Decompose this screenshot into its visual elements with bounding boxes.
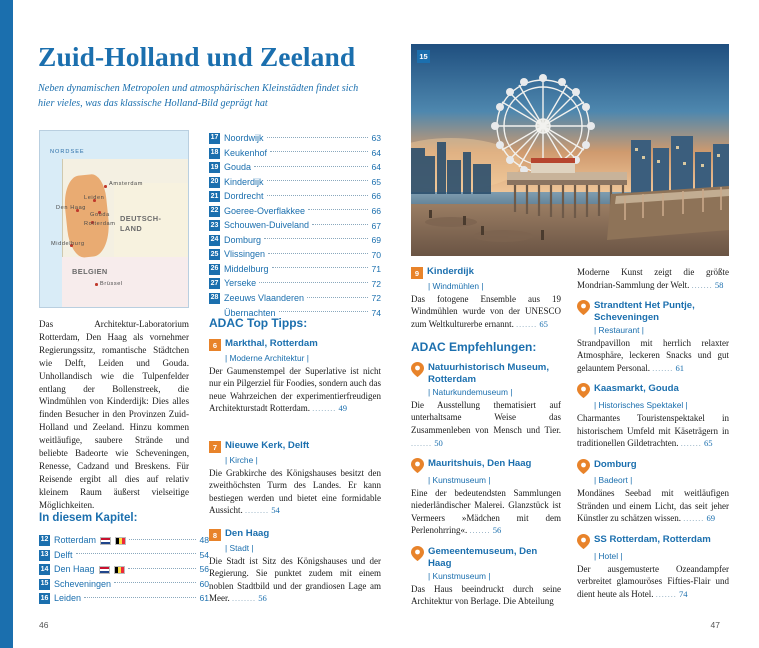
recommendation-entry[interactable] [577,266,729,291]
recommendations-heading: ADAC Empfehlungen: [411,340,537,355]
toc-item-label: Gouda [224,162,252,173]
recommendation-entry[interactable] [577,534,729,600]
toc-item[interactable] [209,161,381,174]
map-dot-amsterdam [104,185,107,188]
toc-item-number: 24 [209,235,220,246]
toc-item-page: 67 [371,220,381,231]
map-city-denhaag: Den Haag [56,205,86,211]
entry-body: Das fotogene Ensemble aus 19 Windmühlen wurde von der UNESCO zum Weltkulturerbe ernannt. ....... 65 [411,293,561,329]
top-tip-page: 56 [258,593,267,604]
toc-item-label: Dordrecht [224,191,264,202]
entry-header [577,459,729,474]
entry-page: 65 [703,438,713,449]
top-tip-title: Markthal, Rotterdam [225,338,318,349]
leader-dots [308,209,368,210]
toc-item-label: Schouwen-Duiveland [224,220,310,231]
toc-item[interactable] [209,190,381,203]
chapter-item-label: Delft [54,549,73,560]
entry-title: Kaasmarkt, Gouda [594,383,679,395]
entry-header [577,383,729,398]
chapter-item-label: Rotterdam [54,535,97,545]
top-tip-title: Den Haag [225,528,270,539]
map-dot-bruessel [95,283,98,286]
toc-item-number: 27 [209,278,220,289]
leader-dots [267,137,369,138]
toc-item[interactable] [209,263,381,276]
entry-body: Eine der bedeutendsten Sammlungen niederländischer Malerei. Glanzstück ist Vermeers »Mädchen mit dem Perlenohrring«. ....... 56 [411,487,561,536]
top-tip-title: Nieuwe Kerk, Delft [225,440,310,451]
leader-dots [84,597,196,598]
toc-item-page: 66 [371,191,381,202]
chapter-item-page: 56 [199,564,209,575]
toc-item[interactable] [209,176,381,189]
toc-item[interactable] [209,277,381,290]
chapter-item-label: Den Haag [54,564,95,575]
map-city-gouda: Gouda [90,212,110,218]
toc-item-number: 17 [209,133,220,144]
entry-title: Kinderdijk [427,266,474,277]
leader-dots [264,238,368,239]
hero-photo [411,44,729,256]
left-page-number: 46 [39,620,49,630]
toc-list [209,132,381,321]
top-tip-number: 8 [209,529,221,541]
toc-item[interactable] [209,248,381,261]
toc-item-label: Übernachten [224,307,276,318]
top-tip-entry[interactable] [209,528,381,605]
toc-item-page: 72 [371,293,381,304]
top-tip-page: 49 [338,403,348,414]
page-subtitle: Neben dynamischen Metropolen und atmosphärischen Kleinstädten findet sich hier vieles, was das klassische Holland-Bild geprägt hat [38,83,359,109]
toc-item-number: 18 [209,148,220,159]
map-pin-icon-wrap [577,534,590,549]
map-pin-icon [577,534,590,549]
toc-item-number: 23 [209,220,220,231]
entry-body: Mondänes Seebad mit weitläufigen Stränden und einem Licht, das seit jeher Künstler zu schätzen wissen. ....... 69 [577,488,729,524]
map-pin-icon [577,383,590,398]
region-map [39,130,189,308]
toc-item-label: Zeeuws Vlaanderen [224,293,305,304]
entry-category: | Badeort | [594,475,633,486]
toc-item[interactable] [209,205,381,218]
toc-item-number: 25 [209,249,220,260]
toc-item-page: 64 [371,147,381,158]
chapter-item-page: 54 [199,549,209,560]
page-title: Zuid-Holland und Zeeland [38,41,356,72]
toc-item-label: Keukenhof [224,147,268,158]
map-pin-icon-wrap [577,300,590,315]
flag-be-icon [115,537,126,545]
toc-item[interactable] [209,132,381,145]
entry-category: | Kunstmuseum | [428,474,491,485]
leader-dots [268,253,368,254]
entry-category: | Naturkundemuseum | [428,386,513,397]
chapter-item-page: 60 [199,578,209,589]
top-tip-category: | Moderne Architektur | [225,352,309,363]
map-pin-icon [411,362,424,377]
leader-dots [76,553,197,554]
chapter-list [39,534,209,607]
top-tip-category: | Stadt | [225,542,254,553]
toc-item-page: 64 [371,162,381,173]
entry-page: 50 [434,437,443,448]
leader-dots [114,582,196,583]
top-tip-entry[interactable] [209,440,381,517]
chapter-item-number: 14 [39,564,50,575]
toc-item-page: 70 [371,249,381,260]
map-pin-icon [411,546,424,561]
toc-item-page: 63 [371,133,381,144]
entry-body: Die Ausstellung thematisiert auf unterhaltsame Weise das Zusammenleben von Mensch und Tier. ....... 50 [411,399,561,448]
entry-page: 56 [492,525,502,536]
toc-item-page: 65 [371,176,381,187]
left-edge-bar [0,0,13,648]
toc-item-number: 21 [209,191,220,202]
entry-body: Charmantes Touristenspektakel in historischem Umfeld mit Käseträgern in traditionellen Gildetrachten. ....... 65 [577,412,729,449]
leader-dots [307,297,368,298]
map-city-amsterdam: Amsterdam [109,181,143,187]
top-tip-category: | Kirche | [225,454,258,465]
top-tip-body: Der Gaumenstempel der Superlative ist nicht nur ein Pilgerziel für Foodies, sondern auch das neue Wahrzeichen der experimentierfreudigen Architekturstadt Rotterdam. ........ 49 [209,365,381,414]
toc-item-label: Domburg [224,234,262,245]
top-tip-number: 6 [209,339,221,351]
map-pin-icon-wrap [577,383,590,398]
toc-item-number: 19 [209,162,220,173]
entry-body: Der ausgemusterte Ozeandampfer verbreitet glamouröses Fifties-Flair und dient heute als Hotel. ....... 74 [577,563,729,599]
chapter-item[interactable] [39,578,209,591]
right-page [379,0,746,648]
toc-item[interactable] [209,234,381,247]
top-tip-header [209,528,381,541]
leader-dots [267,195,369,196]
entry-header [577,300,729,323]
entry-page: 61 [675,362,685,373]
map-pin-icon [411,458,424,473]
top-tips-heading: ADAC Top Tipps: [209,316,308,330]
map-city-middelburg: Middelburg [51,241,85,247]
toc-item-number: 20 [209,177,220,188]
entry-page: 74 [678,588,688,599]
map-label-germany-2: LAND [120,224,143,233]
map-label-belgium: BELGIEN [72,267,108,276]
map-pin-icon-wrap [411,458,424,473]
chapter-item-number: 12 [39,535,50,546]
recommendation-entry[interactable] [411,362,561,449]
toc-item[interactable] [209,292,381,305]
leader-dots [259,282,368,283]
right-page-number: 47 [710,620,720,630]
leader-dots [128,568,197,569]
entry-page: 69 [706,513,716,524]
entry-body: Das Haus beeindruckt durch seine Architektur von Berlage. Die Abteilung [411,583,561,607]
leader-dots [129,539,196,540]
entry-page: 58 [714,279,724,290]
map-pin-icon-wrap [411,546,424,561]
entry-body: Moderne Kunst zeigt die größte Mondrian-Sammlung der Welt. ....... 58 [577,267,729,290]
chapter-item[interactable] [39,534,209,547]
top-tip-header [209,338,381,351]
entry-header [411,458,561,473]
map-city-leiden: Leiden [84,195,105,201]
recommendation-entry[interactable] [411,546,561,608]
entry-title: Natuurhistorisch Museum, Rotterdam [428,362,550,385]
top-tip-body: Die Grabkirche des Königshauses besitzt den zweithöchsten Turm des Landes. Er kann bestiegen werden und bietet eine formidable Aussicht. ........ 54 [209,467,381,516]
entry-header [411,362,561,385]
leader-dots [272,267,369,268]
chapter-heading: In diesem Kapitel: [39,512,138,524]
entry-category: | Historisches Spektakel | [594,399,688,410]
chapter-item-number: 13 [39,550,50,561]
entry-category: | Windmühlen | [428,280,484,291]
entry-title: Strandtent Het Puntje, Scheveningen [594,300,695,323]
left-page [13,0,379,648]
map-pin-icon-wrap [411,362,424,377]
chapter-item-page: 48 [199,535,209,546]
toc-item-page: 72 [371,278,381,289]
toc-item-number: 22 [209,206,220,217]
entry-category: | Hotel | [594,550,623,561]
map-pin-icon [577,459,590,474]
recommendation-entry[interactable] [577,383,729,449]
toc-item-label: Goeree-Overflakkee [224,205,306,216]
entry-category: | Kunstmuseum | [428,570,491,581]
top-tip-number: 7 [209,441,221,453]
toc-item-page: 69 [371,235,381,246]
intro-paragraph: Das Architektur-Laboratorium Rotterdam, Den Haag als vornehmer Regierungssitz, romantische Städtchen wie Delft, Leiden und Gouda. Unhollandisch wie die Tulpenfelder entlang der Bollenstreek, die Windmühlen von Kinderdijk: Dies alles finden Besucher in den Provinzen Zuid-Holland und Zeeland. Hinzu kommen weitläufige, saubere Strände und beliebte Badeorte wie Scheveningen, Renesse, Cadzand und Breskens. Für Reisende ergibt all dies auf relativ kleinem Raum äußerst vielseitige Möglichkeiten. [39,319,189,510]
entry-title: Domburg [594,458,637,470]
toc-item-label: Noordwijk [224,133,264,143]
top-tip-header [209,440,381,453]
toc-item-label: Middelburg [224,263,269,274]
scheveningen-pier-illustration [411,44,729,256]
entry-title: Mauritshuis, Den Haag [428,458,532,470]
right-page-left-column [411,266,561,617]
toc-item-number: 28 [209,293,220,304]
flag-be-icon [114,566,125,574]
chapter-item-label: Leiden [54,593,82,604]
top-tip-body: Die Stadt ist Sitz des Königshauses und der Regierung. Sie punktet zudem mit einem noblen Stadtbild und der grandiosen Lage am Meer. ........ 56 [209,555,381,604]
recommendation-entry[interactable] [577,300,729,374]
entry-header [577,534,729,549]
chapter-item[interactable] [39,563,209,576]
leader-dots [270,151,368,152]
top-tip-entry[interactable] [209,338,381,415]
map-pin-icon-wrap [577,459,590,474]
recommendation-entry[interactable] [411,266,561,330]
map-label-sea: NORDSEE [50,149,85,155]
toc-item[interactable] [209,147,381,160]
toc-item[interactable] [209,219,381,232]
chapter-item-number: 15 [39,579,50,590]
flag-nl-icon [100,537,111,545]
leader-dots [312,224,368,225]
top-tip-page: 54 [271,505,280,516]
entry-category: | Restaurant | [594,324,644,335]
photo-badge: 15 [417,50,430,63]
toc-item-page: 66 [371,206,381,217]
entry-title: SS Rotterdam, Rotterdam [594,534,711,546]
chapter-item-page: 61 [199,593,209,604]
map-label-germany-1: DEUTSCH- [120,214,162,223]
chapter-item-number: 16 [39,593,50,604]
recommendation-entry[interactable] [577,459,729,525]
leader-dots [254,166,368,167]
map-city-rotterdam: Rotterdam [84,221,116,227]
toc-item-label: Kinderdijk [224,176,264,187]
flag-nl-icon [99,566,110,574]
recommendation-entry[interactable] [411,458,561,537]
entry-body: Strandpavillon mit herrlich relaxter Atmosphäre, leckeren Snacks und gut gelauntem Personal. ....... 61 [577,337,729,373]
map-pin-icon [577,300,590,315]
entry-header [411,266,561,279]
entry-title: Gemeentemuseum, Den Haag [428,546,538,569]
entry-page: 65 [539,318,548,329]
chapter-item-label: Scheveningen [54,578,112,589]
map-city-bruessel: Brüssel [100,281,123,287]
right-page-right-column [577,266,729,609]
entry-number: 9 [411,267,423,279]
leader-dots [267,180,369,181]
toc-item-label: Vlissingen [224,249,266,260]
entry-header [411,546,561,569]
map-belgium [62,257,189,308]
right-edge-bar [746,0,759,648]
leader-dots [279,311,369,312]
toc-item-label: Yerseke [224,278,257,289]
chapter-item[interactable] [39,592,209,605]
toc-item-number: 26 [209,264,220,275]
toc-item-page: 71 [371,264,381,275]
toc-item-page: 74 [371,307,381,318]
chapter-item[interactable] [39,549,209,562]
